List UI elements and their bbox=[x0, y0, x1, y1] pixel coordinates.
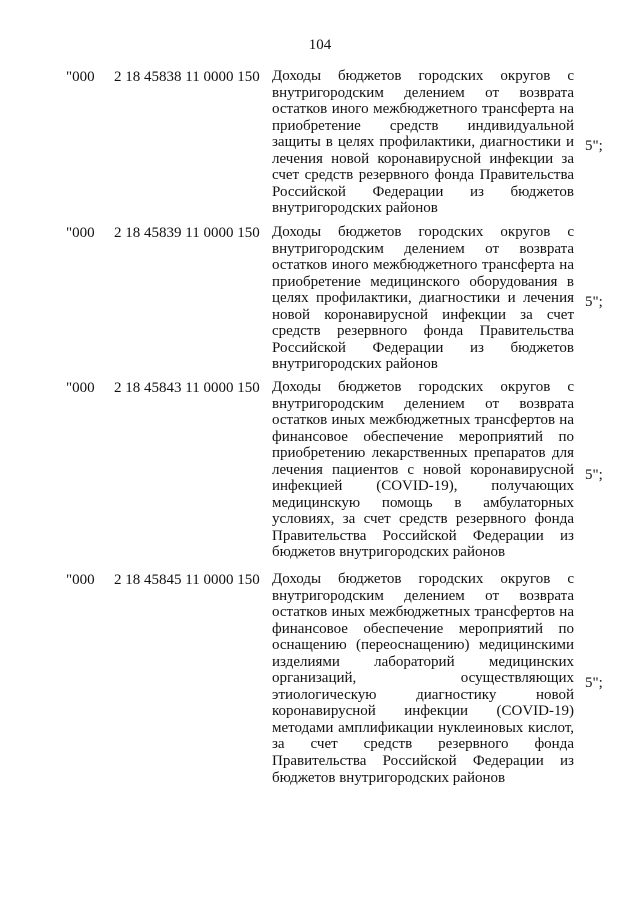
entry-suffix: 5"; bbox=[585, 467, 603, 483]
description-line: внутригородским делением от возврата bbox=[272, 240, 574, 257]
entry-suffix: 5"; bbox=[585, 138, 603, 154]
description-line: остатков иных межбюджетных трансфертов на bbox=[272, 604, 574, 621]
description-line: изделиями лабораторий медицинских bbox=[272, 653, 574, 670]
description-line: инфекцией (COVID-19), получающих bbox=[272, 478, 574, 495]
description-line: приобретение средств индивидуальной bbox=[272, 117, 574, 134]
description-line: остатков иного межбюджетного трансферта на bbox=[272, 101, 574, 118]
description-line: организаций, осуществляющих bbox=[272, 670, 574, 687]
description-line: внутригородским делением от возврата bbox=[272, 395, 574, 412]
description-line: Доходы бюджетов городских округов с bbox=[272, 224, 574, 240]
description-line: условиях, за счет средств резервного фонда bbox=[272, 511, 574, 528]
description-line: целях профилактики, диагностики и лечения bbox=[272, 290, 574, 307]
entry-description bbox=[272, 379, 574, 561]
description-line: оснащению (переоснащению) медицинскими bbox=[272, 637, 574, 654]
description-line: защиты в целях профилактики, диагностики и bbox=[272, 134, 574, 151]
description-line: остатков иного межбюджетного трансферта на bbox=[272, 257, 574, 274]
entry-description bbox=[272, 68, 574, 217]
description-line: внутригородских районов bbox=[272, 356, 438, 373]
budget-classification-code: 2 18 45839 11 0000 150 bbox=[114, 225, 260, 241]
description-line: финансовое обеспечение мероприятий по bbox=[272, 620, 574, 637]
description-line: внутригородским делением от возврата bbox=[272, 84, 574, 101]
description-line: Доходы бюджетов городских округов с bbox=[272, 379, 574, 395]
description-line: Доходы бюджетов городских округов с bbox=[272, 571, 574, 587]
page-number: 104 bbox=[308, 37, 332, 53]
description-line: Российской Федерации из бюджетов bbox=[272, 339, 574, 356]
description-line: финансовое обеспечение мероприятий по bbox=[272, 428, 574, 445]
description-line: счет средств резервного фонда Правительства bbox=[272, 167, 574, 184]
description-line: Правительства Российской Федерации из bbox=[272, 753, 574, 770]
entry-prefix: "000 bbox=[66, 225, 95, 241]
description-line: внутригородских районов bbox=[272, 200, 438, 217]
budget-classification-code: 2 18 45838 11 0000 150 bbox=[114, 69, 260, 85]
entry-description bbox=[272, 571, 574, 786]
budget-classification-code: 2 18 45843 11 0000 150 bbox=[114, 380, 260, 396]
entry-description bbox=[272, 224, 574, 373]
entry-suffix: 5"; bbox=[585, 675, 603, 691]
description-line: лечения новой коронавирусной инфекции за bbox=[272, 150, 574, 167]
budget-classification-code: 2 18 45845 11 0000 150 bbox=[114, 572, 260, 588]
description-line: приобретение медицинского оборудования в bbox=[272, 273, 574, 290]
description-line: Доходы бюджетов городских округов с bbox=[272, 68, 574, 84]
entry-prefix: "000 bbox=[66, 572, 95, 588]
description-line: внутригородским делением от возврата bbox=[272, 587, 574, 604]
entry-suffix: 5"; bbox=[585, 294, 603, 310]
description-line: приобретению лекарственных препаратов для bbox=[272, 445, 574, 462]
description-line: методами амплификации нуклеиновых кислот, bbox=[272, 719, 574, 736]
description-line: коронавирусной инфекции (COVID-19) bbox=[272, 703, 574, 720]
description-line: лечения пациентов с новой коронавирусной bbox=[272, 461, 574, 478]
description-line: новой коронавирусной инфекции за счет bbox=[272, 306, 574, 323]
description-line: остатков иных межбюджетных трансфертов на bbox=[272, 412, 574, 429]
description-line: Российской Федерации из бюджетов bbox=[272, 183, 574, 200]
description-line: этиологическую диагностику новой bbox=[272, 686, 574, 703]
description-line: Правительства Российской Федерации из bbox=[272, 527, 574, 544]
entry-prefix: "000 bbox=[66, 69, 95, 85]
description-line: бюджетов внутригородских районов bbox=[272, 769, 506, 786]
description-line: бюджетов внутригородских районов bbox=[272, 544, 506, 561]
description-line: средств резервного фонда Правительства bbox=[272, 323, 574, 340]
description-line: медицинскую помощь в амбулаторных bbox=[272, 494, 574, 511]
description-line: за счет средств резервного фонда bbox=[272, 736, 574, 753]
entry-prefix: "000 bbox=[66, 380, 95, 396]
